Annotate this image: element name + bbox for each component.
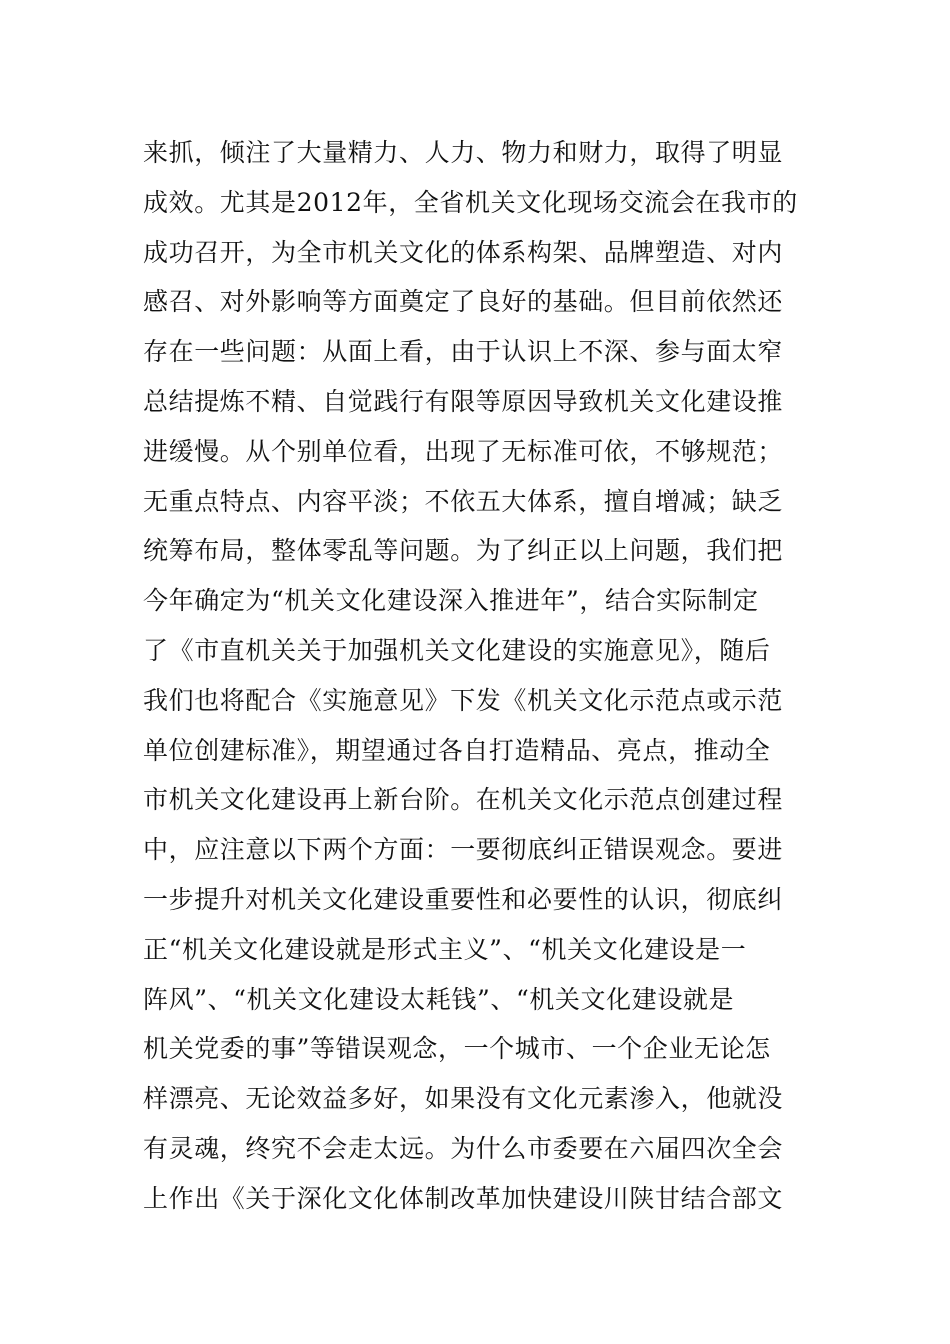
text-line: 无重点特点、内容平淡；不依五大体系，擅自增减；缺乏: [143, 486, 784, 516]
text-line: 成效。尤其是2012年，全省机关文化现场交流会在我市的: [143, 187, 798, 217]
text-line: 有灵魂，终究不会走太远。为什么市委要在六届四次全会: [143, 1133, 784, 1163]
text-line: 样漂亮、无论效益多好，如果没有文化元素渗入，他就没: [143, 1084, 784, 1114]
text-line: 一步提升对机关文化建设重要性和必要性的认识，彻底纠: [143, 884, 784, 914]
text-line: 正“机关文化建设就是形式主义”、“机关文化建设是一: [143, 934, 747, 964]
text-line: 来抓，倾注了大量精力、人力、物力和财力，取得了明显: [143, 138, 784, 167]
text-line: 阵风”、“机关文化建设太耗钱”、“机关文化建设就是: [143, 984, 735, 1014]
text-line: 总结提炼不精、自觉践行有限等原因导致机关文化建设推: [143, 386, 784, 416]
text-line: 今年确定为“机关文化建设深入推进年”，结合实际制定: [143, 586, 759, 616]
text-line: 存在一些问题：从面上看，由于认识上不深、参与面太窄: [143, 337, 784, 367]
text-line: 成功召开，为全市机关文化的体系构架、品牌塑造、对内: [143, 237, 784, 267]
text-line: 单位创建标准》，期望通过各自打造精品、亮点，推动全: [143, 735, 771, 765]
text-line: 机关党委的事”等错误观念，一个城市、一个企业无论怎: [143, 1034, 771, 1064]
text-line: 市机关文化建设再上新台阶。在机关文化示范点创建过程: [143, 785, 784, 815]
text-line: 统筹布局，整体零乱等问题。为了纠正以上问题，我们把: [143, 536, 784, 566]
text-line: 了《市直机关关于加强机关文化建设的实施意见》，随后: [143, 635, 771, 665]
body-text: [143, 128, 823, 1224]
text-line: 中，应注意以下两个方面：一要彻底纠正错误观念。要进: [143, 835, 784, 865]
text-line: 我们也将配合《实施意见》下发《机关文化示范点或示范: [143, 685, 784, 715]
text-line: 进缓慢。从个别单位看，出现了无标准可依，不够规范；: [143, 436, 784, 466]
text-line: 感召、对外影响等方面奠定了良好的基础。但目前依然还: [143, 287, 784, 317]
text-line: 上作出《关于深化文化体制改革加快建设川陕甘结合部文: [143, 1183, 784, 1213]
